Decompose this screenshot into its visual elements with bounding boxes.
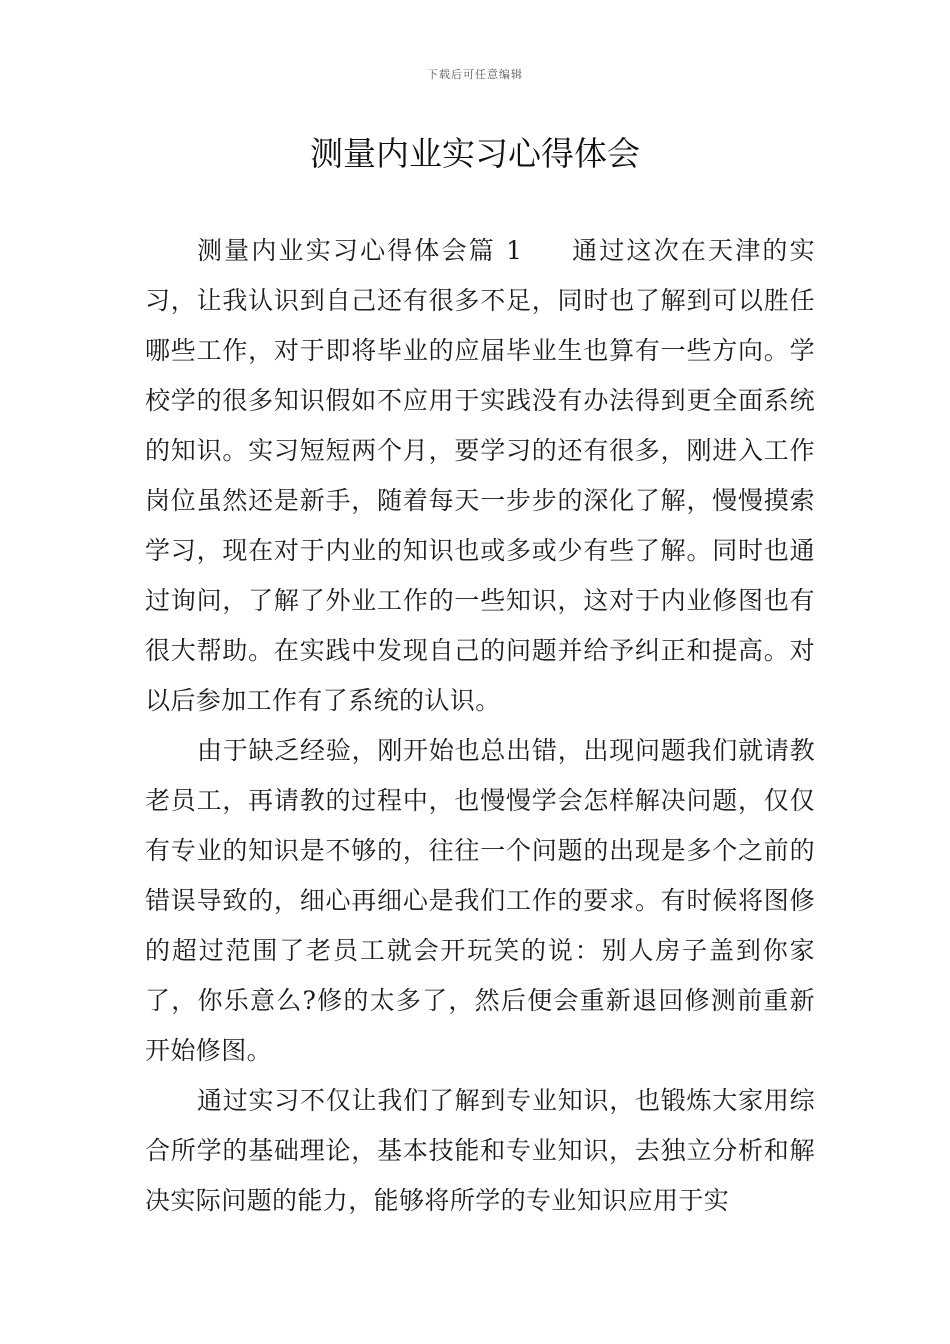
paragraph-3: 通过实习不仅让我们了解到专业知识，也锻炼大家用综合所学的基础理论，基本技能和专业知识，去独立分析和解决实际问题的能力，能够将所学的专业知识应用于实	[145, 1086, 815, 1215]
page-title: 测量内业实习心得体会	[310, 134, 640, 173]
paragraph-2: 由于缺乏经验，刚开始也总出错，出现问题我们就请教老员工，再请教的过程中，也慢慢学会怎样解决问题，仅仅有专业的知识是不够的，往往一个问题的出现是多个之前的错误导致的，细心再细心是我们工作的要求。有时候将图修的超过范围了老员工就会开玩笑的说：别人房子盖到你家了，你乐意么?修的太多了，然后便会重新退回修测前重新开始修图。	[145, 736, 815, 1065]
paragraph-1	[145, 226, 815, 726]
paragraph-1-text: 通过这次在天津的实习，让我认识到自己还有很多不足，同时也了解到可以胜任哪些工作，对于即将毕业的应届毕业生也算有一些方向。学校学的很多知识假如不应用于实践没有办法得到更全面系统的知识。实习短短两个月，要学习的还有很多，刚进入工作岗位虽然还是新手，随着每天一步步的深化了解，慢慢摸索学习，现在对于内业的知识也或多或少有些了解。同时也通过询问，了解了外业工作的一些知识，这对于内业修图也有很大帮助。在实践中发现自己的问题并给予纠正和提高。对以后参加工作有了系统的认识。	[145, 236, 815, 715]
header-note: 下载后可任意编辑	[427, 68, 523, 81]
section-heading: 测量内业实习心得体会篇 1	[197, 236, 523, 265]
document-body	[145, 226, 815, 1226]
